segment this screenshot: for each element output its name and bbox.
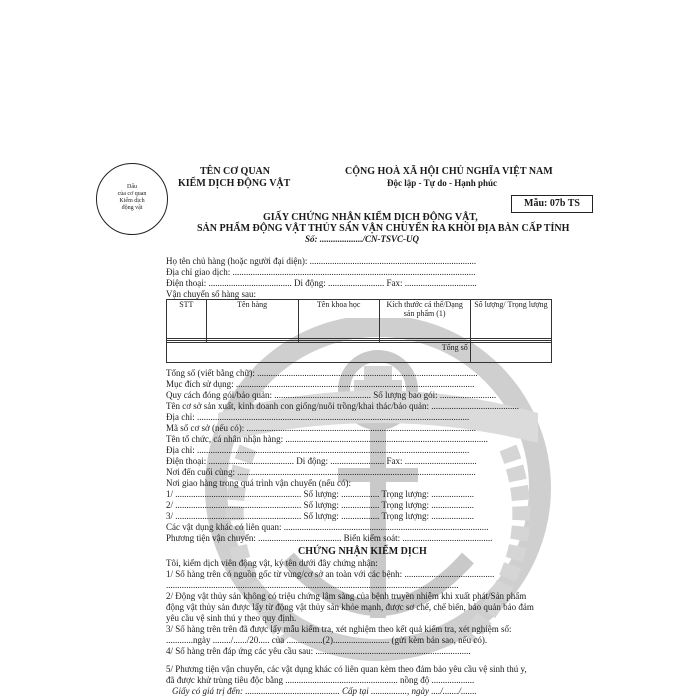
cert-item-4: 4/ Số hàng trên đáp ứng các yêu cầu sau: .....................................................................: [166, 646, 471, 656]
field-final-destination: Nơi đến cuối cùng: ..........................................................................................................: [166, 467, 476, 477]
field-delivery-3: 3/ ........................................................ Số lượng: ................. Trọng lượng: ...................: [166, 511, 475, 521]
field-facility-name: Tên cơ sở sản xuất, kinh doanh con giống/nuôi trồng/khai thác/bảo quản: .......................................: [166, 401, 519, 411]
form-code-box: Mẫu: 07b TS: [511, 195, 593, 213]
field-phone: Điện thoại: ..................................... Di động: ......................... Fax: ................................: [166, 278, 477, 288]
field-packaging: Quy cách đóng gói/bảo quản: ........................................... Số lượng bao gói: .........................: [166, 390, 497, 400]
agency-department: KIỂM DỊCH ĐỘNG VẬT: [178, 178, 291, 189]
document-title: GIẤY CHỨNG NHẬN KIỂM DỊCH ĐỘNG VẬT,: [263, 212, 478, 223]
document-subtitle: SẢN PHẨM ĐỘNG VẬT THỦY SẢN VẬN CHUYỂN RA KHỎI ĐỊA BÀN CẤP TỈNH: [197, 223, 570, 234]
national-motto: Độc lập - Tự do - Hạnh phúc: [387, 178, 498, 188]
cert-item-3: 3/ Số hàng trên trên đã được lấy mẫu kiểm tra, xét nghiệm theo kết quả kiểm tra, xét nghiệm số:: [166, 624, 512, 634]
cert-item-1: 1/ Số hàng trên có nguồn gốc từ vùng/cơ sở an toàn với các bệnh: ........................................: [166, 569, 495, 579]
field-delivery-points: Nơi giao hàng trong quá trình vận chuyển (nếu có):: [166, 478, 351, 488]
field-owner-name: Họ tên chủ hàng (hoặc người đại diện): ..........................................................................: [166, 256, 477, 266]
field-facility-address: Địa chỉ: .........................................................................................................................: [166, 412, 470, 422]
cert-item-2-cont: động vật thủy sản được lấy từ động vật thủy sản khỏe mạnh, được sơ chế, chế biến, bảo quản bảo đảm: [166, 602, 534, 612]
cert-item-5-cont: đã được khử trùng tiêu độc bằng .................................................. nồng độ ...................: [166, 675, 475, 685]
seal-line: Kiểm dịch: [119, 198, 145, 204]
field-address: Địa chỉ giao dịch: ............................................................................................................: [166, 267, 476, 277]
field-related-items: Các vật dụng khác có liên quan: ...........................................................................................: [166, 522, 489, 532]
cert-item-5: 5/ Phương tiện vận chuyển, các vật dụng khác có liên quan kèm theo đảm bảo yêu cầu vệ sinh thú y,: [166, 664, 527, 674]
cert-item-2: 2/ Động vật thủy sản không có triệu chứng lâm sàng của bệnh truyền nhiễm khi xuất phát/Sản phẩm: [166, 591, 527, 601]
table-header: Tên hàng: [206, 300, 298, 339]
seal-line: động vật: [121, 205, 143, 211]
table-header: STT: [167, 300, 207, 339]
table-header: Tên khoa học: [298, 300, 379, 339]
field-facility-code: Mã số cơ sở (nếu có): ......................................................................................................: [166, 423, 476, 433]
field-purpose: Mục đích sử dụng: ..........................................................................................................: [166, 379, 475, 389]
certification-heading: CHỨNG NHẬN KIỂM DỊCH: [298, 546, 427, 557]
document-number: Số: .................../CN-TSVC-UQ: [305, 234, 420, 244]
cert-item-1-cont: ..................................................................................................................................: [166, 580, 459, 590]
table-header: Kích thước cá thể/Dạng sản phẩm (1): [379, 300, 470, 339]
field-total-words: Tổng số (viết bằng chữ): ..................................................................................................: [166, 368, 478, 378]
official-seal: [96, 163, 168, 235]
field-delivery-2: 2/ ........................................................ Số lượng: ................. Trọng lượng: ...................: [166, 500, 475, 510]
cert-item-3-cont: ............ngày ......../....../20..... của ................(2)......................... (gửi kèm bản sao, nếu có).: [166, 635, 488, 645]
field-delivery-1: 1/ ........................................................ Số lượng: ................. Trọng lượng: ...................: [166, 489, 475, 499]
field-receiver-address: Địa chỉ: .........................................................................................................................: [166, 445, 470, 455]
agency-name: TÊN CƠ QUAN: [200, 166, 271, 177]
field-vehicle: Phương tiện vận chuyển: ..................................... Biển kiểm soát: ........................................: [166, 533, 493, 543]
field-receiver-name: Tên tổ chức, cá nhân nhận hàng: ..........................................................................................: [166, 434, 488, 444]
total-label: Tổng số: [167, 342, 471, 362]
table-header: Số lượng/ Trọng lượng: [470, 300, 551, 339]
seal-line: Dấu: [127, 184, 137, 190]
cert-intro: Tôi, kiểm dịch viên động vật, ký tên dưới đây chứng nhận:: [166, 558, 378, 568]
table-total-row: [167, 342, 552, 362]
field-transport-label: Vận chuyển số hàng sau:: [166, 289, 256, 299]
country-name: CỘNG HOÀ XÃ HỘI CHỦ NGHĨA VIỆT NAM: [345, 166, 553, 177]
seal-line: của cơ quan: [117, 191, 147, 197]
validity-line: Giấy có giá trị đến: .......................................... Cấp tại ................, ngày ..../......./.......: [172, 686, 477, 696]
table-header-row: [167, 300, 552, 339]
cert-item-2-end: yêu cầu vệ sinh thú y theo quy định.: [166, 613, 297, 623]
field-receiver-phone: Điện thoại: ...................................... Di động: ........................ Fax: ................................: [166, 456, 477, 466]
goods-table: [166, 299, 552, 363]
